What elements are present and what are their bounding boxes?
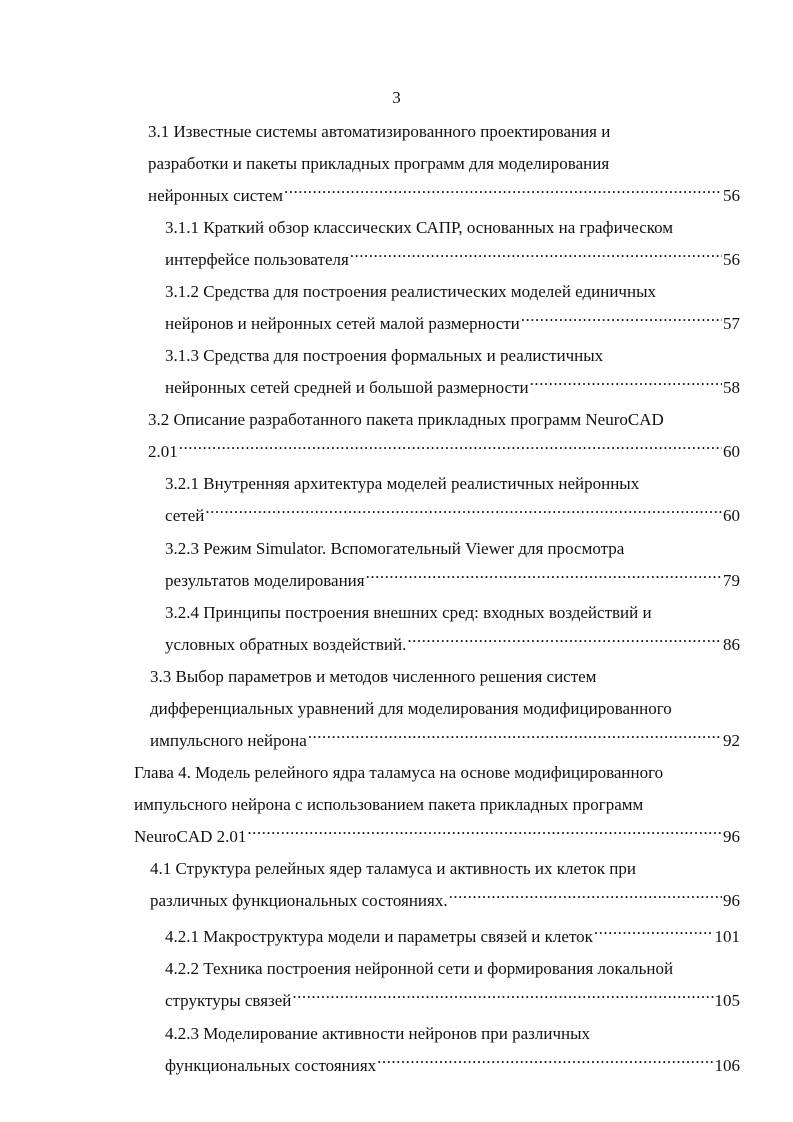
dot-leader xyxy=(350,248,722,265)
dot-leader xyxy=(205,504,722,521)
toc-entry-line: дифференциальных уравнений для моделирования модифицированного xyxy=(150,699,672,718)
toc-page-number: 57 xyxy=(723,314,740,333)
toc-entry[interactable] xyxy=(165,212,740,276)
toc-entry[interactable] xyxy=(134,757,740,853)
toc-entry-title: интерфейсе пользователя xyxy=(165,250,349,269)
toc-entry-title: нейронных систем xyxy=(148,186,284,205)
dot-leader xyxy=(530,376,722,393)
toc-entry-line: 4.2.3 Моделирование активности нейронов при различных xyxy=(165,1024,591,1043)
toc-page-number: 79 xyxy=(723,571,740,590)
toc-entry-title: NeuroCAD 2.01 xyxy=(134,827,247,846)
toc-page-number: 58 xyxy=(723,378,740,397)
toc-entry-line: 3.2.1 Внутренняя архитектура моделей реалистичных нейронных xyxy=(165,474,640,493)
dot-leader xyxy=(407,633,722,650)
dot-leader xyxy=(308,729,722,746)
toc-entry[interactable] xyxy=(165,340,740,404)
toc-page-number: 60 xyxy=(723,442,740,461)
dot-leader xyxy=(292,989,713,1006)
toc-entry[interactable] xyxy=(165,921,740,953)
toc-page-number: 56 xyxy=(723,250,740,269)
toc-entry-title: сетей xyxy=(165,506,205,525)
toc-entry-title: различных функциональных состояниях. xyxy=(150,891,448,910)
toc-entry-line: разработки и пакеты прикладных программ для моделирования xyxy=(148,154,610,173)
toc-entry-title: условных обратных воздействий. xyxy=(165,635,407,654)
toc-entry-line: 3.2.4 Принципы построения внешних сред: входных воздействий и xyxy=(165,603,652,622)
toc-entry-title: структуры связей xyxy=(165,991,292,1010)
toc-entry-line: 3.1.3 Средства для построения формальных и реалистичных xyxy=(165,346,604,365)
toc-entry[interactable] xyxy=(165,276,740,340)
toc-entry-title: нейронных сетей средней и большой размерности xyxy=(165,378,529,397)
toc-entry[interactable] xyxy=(148,116,740,212)
toc-entry-title: 2.01 xyxy=(148,442,178,461)
dot-leader xyxy=(179,440,722,457)
dot-leader xyxy=(366,569,722,586)
toc-entry-title: 4.2.1 Макроструктура модели и параметры связей и клеток xyxy=(165,927,593,946)
toc-entry-line: 4.1 Структура релейных ядер таламуса и активность их клеток при xyxy=(150,859,636,878)
toc-page-number: 105 xyxy=(714,991,740,1010)
toc-entry[interactable] xyxy=(150,661,740,757)
toc-page-number: 101 xyxy=(714,927,740,946)
toc-entry[interactable] xyxy=(165,1018,740,1082)
toc-entry[interactable] xyxy=(165,953,740,1017)
dot-leader xyxy=(247,825,722,842)
toc-entry-line: 3.3 Выбор параметров и методов численного решения систем xyxy=(150,667,597,686)
toc-entry-line: 3.2 Описание разработанного пакета прикладных программ NeuroCAD xyxy=(148,410,664,429)
toc-page-number: 56 xyxy=(723,186,740,205)
toc-page-number: 92 xyxy=(723,731,740,750)
toc-entry-line: импульсного нейрона с использованием пакета прикладных программ xyxy=(134,795,644,814)
toc-entry-title: импульсного нейрона xyxy=(150,731,307,750)
toc-page-number: 96 xyxy=(723,827,740,846)
toc-entry-title: нейронов и нейронных сетей малой размерности xyxy=(165,314,520,333)
page-number: 3 xyxy=(392,88,401,107)
toc-entry[interactable] xyxy=(165,597,740,661)
toc-entry[interactable] xyxy=(165,468,740,532)
toc-page-number: 96 xyxy=(723,891,740,910)
dot-leader xyxy=(449,889,722,906)
toc-entry[interactable] xyxy=(148,404,740,468)
toc-entry-title: функциональных состояниях xyxy=(165,1056,377,1075)
toc-entry-title: результатов моделирования xyxy=(165,571,365,590)
toc-entry[interactable] xyxy=(165,533,740,597)
toc-page-number: 106 xyxy=(714,1056,740,1075)
toc-entry-line: 3.1 Известные системы автоматизированного проектирования и xyxy=(148,122,611,141)
toc-entry-line: 4.2.2 Техника построения нейронной сети и формирования локальной xyxy=(165,959,674,978)
dot-leader xyxy=(284,184,722,201)
toc-entry[interactable] xyxy=(150,853,740,917)
toc-page-number: 86 xyxy=(723,635,740,654)
toc-page-number: 60 xyxy=(723,506,740,525)
dot-leader xyxy=(594,925,714,942)
toc-entry-line: 3.1.2 Средства для построения реалистических моделей единичных xyxy=(165,282,656,301)
dot-leader xyxy=(521,312,722,329)
toc-entry-line: 3.2.3 Режим Simulator. Вспомогательный Viewer для просмотра xyxy=(165,539,625,558)
toc-entry-line: Глава 4. Модель релейного ядра таламуса на основе модифицированного xyxy=(134,763,664,782)
toc-entry-line: 3.1.1 Краткий обзор классических САПР, основанных на графическом xyxy=(165,218,674,237)
dot-leader xyxy=(377,1054,713,1071)
